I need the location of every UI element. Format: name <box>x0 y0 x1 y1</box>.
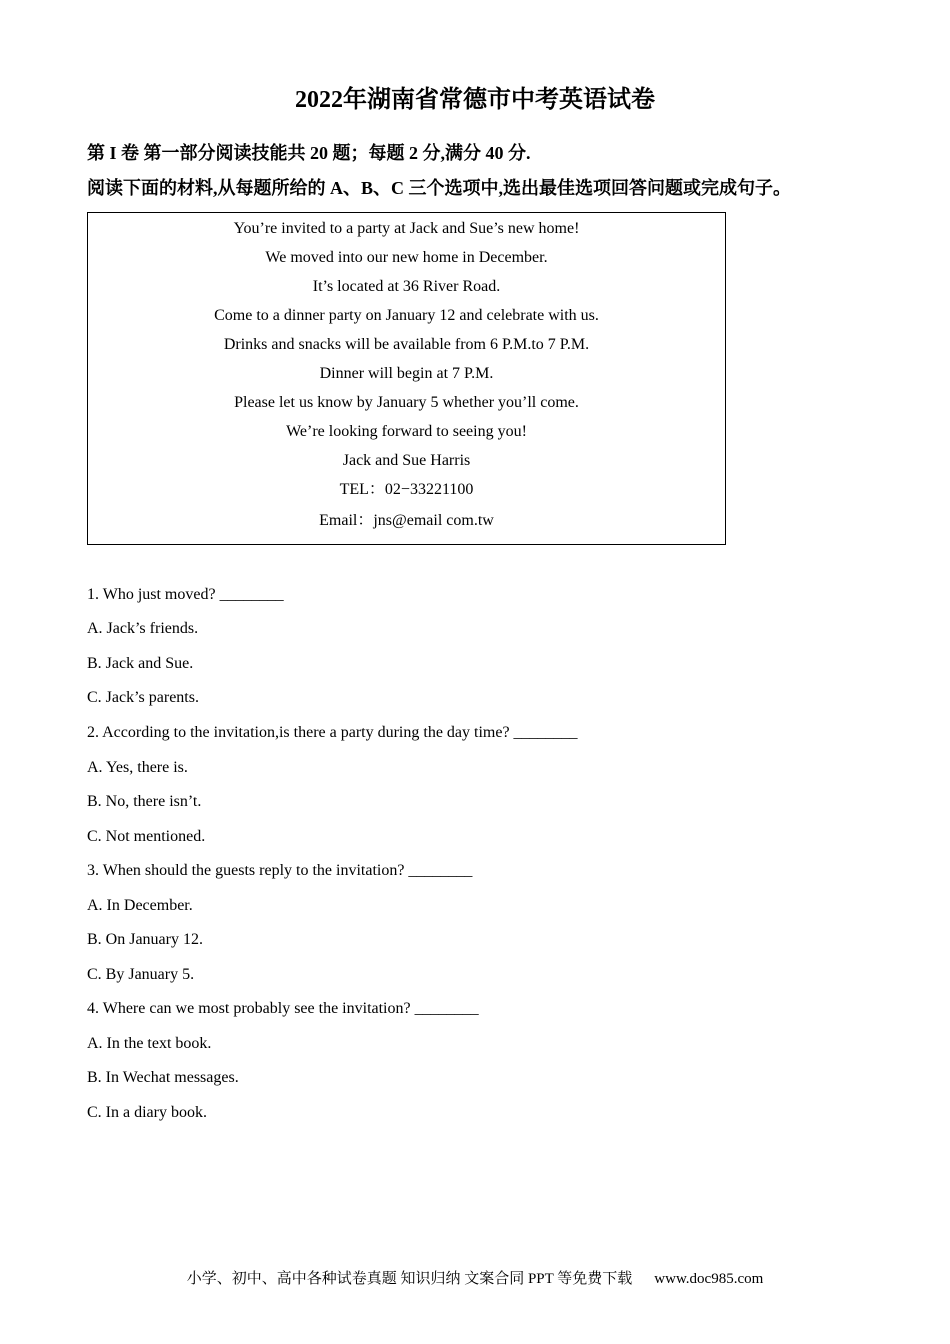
page-title: 2022年湖南省常德市中考英语试卷 <box>295 87 655 113</box>
invitation-box <box>87 212 726 545</box>
answer-option: A. Jack’s friends. <box>87 620 199 637</box>
question-stem: 3. When should the guests reply to the invitation? ________ <box>87 862 473 879</box>
question-stem: 4. Where can we most probably see the invitation? ________ <box>87 1000 479 1017</box>
section-instruction: 第 I 卷 第一部分阅读技能共 20 题；每题 2 分,满分 40 分. <box>87 143 531 163</box>
footer-text: 小学、初中、高中各种试卷真题 知识归纳 文案合同 PPT 等免费下载 <box>186 1271 633 1287</box>
invitation-line: We moved into our new home in December. <box>265 249 548 266</box>
question-stem: 1. Who just moved? ________ <box>87 586 284 603</box>
answer-option: C. Jack’s parents. <box>87 689 199 706</box>
answer-option: C. By January 5. <box>87 966 195 983</box>
answer-option: B. In Wechat messages. <box>87 1069 239 1086</box>
invitation-line: You’re invited to a party at Jack and Sue’s new home! <box>233 220 580 237</box>
invitation-line: Dinner will begin at 7 P.M. <box>319 365 494 382</box>
answer-option: C. In a diary book. <box>87 1104 207 1121</box>
invitation-line: We’re looking forward to seeing you! <box>286 423 527 440</box>
reading-instruction: 阅读下面的材料,从每题所给的 A、B、C 三个选项中,选出最佳选项回答问题或完成句子。 <box>87 178 792 198</box>
invitation-email: Email：jns@email com.tw <box>319 512 494 529</box>
answer-option: B. On January 12. <box>87 931 203 948</box>
invitation-line: Please let us know by January 5 whether you’ll come. <box>234 394 579 411</box>
answer-option: A. In December. <box>87 897 193 914</box>
invitation-signature: Jack and Sue Harris <box>342 452 471 469</box>
answer-option: A. Yes, there is. <box>87 759 188 776</box>
question-stem: 2. According to the invitation,is there a party during the day time? ________ <box>87 724 578 741</box>
answer-option: B. No, there isn’t. <box>87 793 202 810</box>
invitation-line: It’s located at 36 River Road. <box>312 278 501 295</box>
invitation-line: Come to a dinner party on January 12 and celebrate with us. <box>214 307 599 324</box>
footer-site-link[interactable]: www.doc985.com <box>654 1271 764 1287</box>
answer-option: A. In the text book. <box>87 1035 212 1052</box>
page-footer <box>0 1269 950 1289</box>
invitation-phone: TEL：02−33221100 <box>339 481 474 498</box>
answer-option: C. Not mentioned. <box>87 828 206 845</box>
invitation-line: Drinks and snacks will be available from 6 P.M.to 7 P.M. <box>223 336 590 353</box>
answer-option: B. Jack and Sue. <box>87 655 194 672</box>
